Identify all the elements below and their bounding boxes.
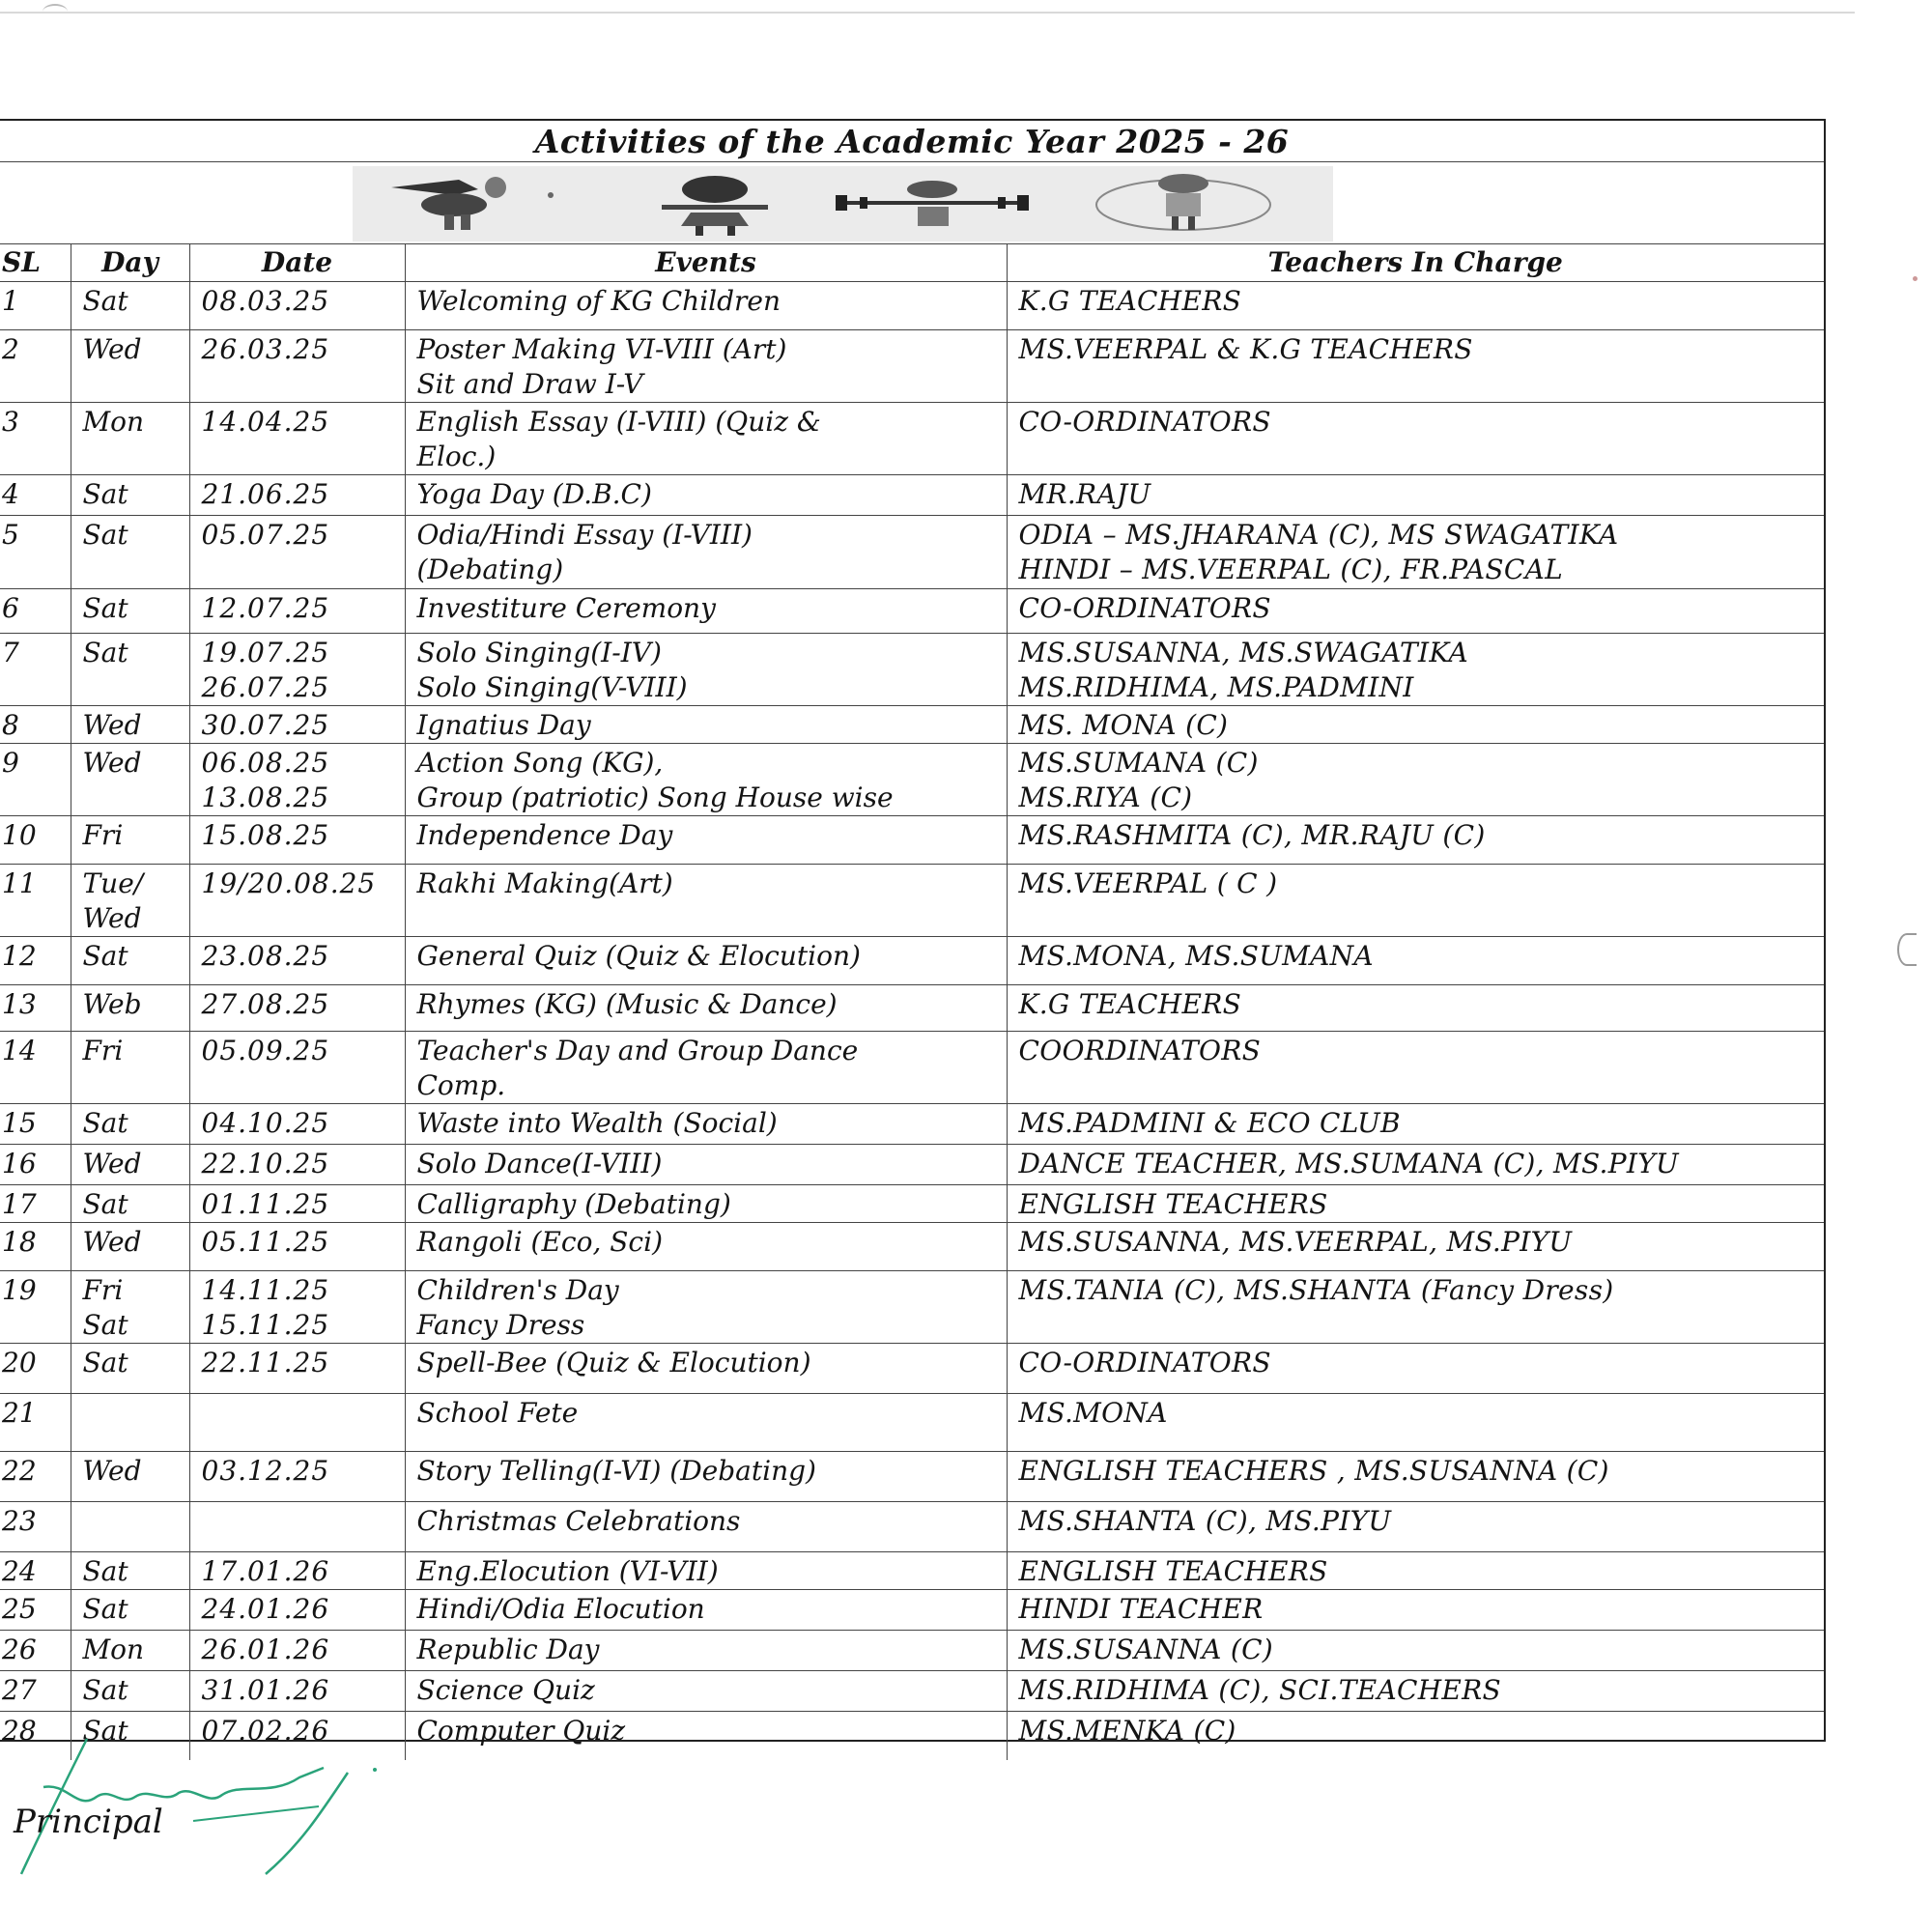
cell-day: Mon [71, 1631, 189, 1671]
cell-day: Fri Sat [71, 1271, 189, 1344]
cell-event: Story Telling(I-VI) (Debating) [405, 1452, 1007, 1502]
cell-date: 08.03.25 [189, 282, 405, 330]
cell-day: Sat [71, 589, 189, 634]
table-row [0, 403, 1824, 475]
column-header-day: Day [71, 244, 189, 282]
table-row [0, 706, 1824, 744]
cell-sl: 8 [0, 706, 71, 744]
cell-sl: 22 [0, 1452, 71, 1502]
cell-day: Fri [71, 1032, 189, 1104]
cell-sl: 1 [0, 282, 71, 330]
cell-date: 15.08.25 [189, 816, 405, 865]
cell-day: Sat [71, 475, 189, 516]
cell-event: Ignatius Day [405, 706, 1007, 744]
cell-sl: 21 [0, 1394, 71, 1452]
cell-event: Investiture Ceremony [405, 589, 1007, 634]
banner-row [0, 162, 1824, 244]
cell-sl: 23 [0, 1502, 71, 1552]
cell-day: Wed [71, 744, 189, 816]
cell-day: Fri [71, 816, 189, 865]
cell-date: 12.07.25 [189, 589, 405, 634]
cell-teachers: MS.MONA [1007, 1394, 1824, 1452]
cell-teachers: MS.SHANTA (C), MS.PIYU [1007, 1502, 1824, 1552]
cell-event: Eng.Elocution (VI-VII) [405, 1552, 1007, 1590]
cell-sl: 4 [0, 475, 71, 516]
cell-sl: 14 [0, 1032, 71, 1104]
cell-sl: 18 [0, 1223, 71, 1271]
table-row [0, 985, 1824, 1032]
cell-event: Action Song (KG), Group (patriotic) Song House wise [405, 744, 1007, 816]
cell-day [71, 1502, 189, 1552]
cell-event: Science Quiz [405, 1671, 1007, 1712]
cell-day: Sat [71, 1104, 189, 1145]
cell-teachers: MS.RASHMITA (C), MR.RAJU (C) [1007, 816, 1824, 865]
column-header-sl: SL [2, 246, 41, 278]
cell-event: Christmas Celebrations [405, 1502, 1007, 1552]
table-row [0, 1552, 1824, 1590]
cell-sl: 10 [0, 816, 71, 865]
cell-event: Solo Dance(I-VIII) [405, 1145, 1007, 1185]
cell-date: 04.10.25 [189, 1104, 405, 1145]
cell-day: Wed [71, 330, 189, 403]
cell-date: 05.09.25 [189, 1032, 405, 1104]
cell-sl: 11 [0, 865, 71, 937]
scan-mark-right [1897, 933, 1917, 966]
cell-date: 05.11.25 [189, 1223, 405, 1271]
table-header-row [0, 244, 1824, 282]
cell-event: Republic Day [405, 1631, 1007, 1671]
cell-day: Wed [71, 706, 189, 744]
cell-day: Web [71, 985, 189, 1032]
cell-date: 24.01.26 [189, 1590, 405, 1631]
cell-teachers: K.G TEACHERS [1007, 985, 1824, 1032]
cell-day: Sat [71, 1590, 189, 1631]
table-row [0, 1394, 1824, 1452]
cell-date: 22.10.25 [189, 1145, 405, 1185]
cell-sl: 19 [0, 1271, 71, 1344]
cell-sl: 13 [0, 985, 71, 1032]
cell-date: 22.11.25 [189, 1344, 405, 1394]
cell-event: English Essay (I-VIII) (Quiz & Eloc.) [405, 403, 1007, 475]
table-row [0, 1271, 1824, 1344]
cell-teachers: MS.PADMINI & ECO CLUB [1007, 1104, 1824, 1145]
cell-teachers: COORDINATORS [1007, 1032, 1824, 1104]
cell-event: Independence Day [405, 816, 1007, 865]
column-header-events: Events [405, 244, 1007, 282]
column-header-teachers: Teachers In Charge [1007, 244, 1824, 282]
cell-date: 06.08.25 13.08.25 [189, 744, 405, 816]
cell-date: 01.11.25 [189, 1185, 405, 1223]
cell-sl: 12 [0, 937, 71, 985]
cell-teachers: MS.MENKA (C) [1007, 1712, 1824, 1760]
child-weightlifting-icon [836, 181, 1029, 226]
cell-day: Sat [71, 1344, 189, 1394]
cell-teachers: MS.SUSANNA (C) [1007, 1631, 1824, 1671]
cell-day: Wed [71, 1452, 189, 1502]
cell-teachers: MS.MONA, MS.SUMANA [1007, 937, 1824, 985]
table-row [0, 1145, 1824, 1185]
document-title: Activities of the Academic Year 2025 - 26 [0, 121, 1824, 162]
cell-date: 26.03.25 [189, 330, 405, 403]
cell-day: Sat [71, 1671, 189, 1712]
sports-banner [353, 166, 1333, 242]
cell-sl: 26 [0, 1631, 71, 1671]
table-row [0, 634, 1824, 706]
table-row [0, 1631, 1824, 1671]
cell-teachers: ODIA – MS.JHARANA (C), MS SWAGATIKA HINDI – MS.VEERPAL (C), FR.PASCAL [1007, 516, 1824, 589]
cell-date: 27.08.25 [189, 985, 405, 1032]
cell-teachers: CO-ORDINATORS [1007, 403, 1824, 475]
cell-teachers: MS.RIDHIMA (C), SCI.TEACHERS [1007, 1671, 1824, 1712]
cell-sl: 28 [0, 1712, 71, 1760]
cell-day: Sat [71, 937, 189, 985]
cell-teachers: CO-ORDINATORS [1007, 1344, 1824, 1394]
child-basketball-icon [391, 177, 554, 230]
table-row [0, 1502, 1824, 1552]
cell-teachers: CO-ORDINATORS [1007, 589, 1824, 634]
cell-event: Welcoming of KG Children [405, 282, 1007, 330]
cell-date: 03.12.25 [189, 1452, 405, 1502]
cell-teachers: MR.RAJU [1007, 475, 1824, 516]
cell-sl: 16 [0, 1145, 71, 1185]
cell-date: 21.06.25 [189, 475, 405, 516]
cell-event: Hindi/Odia Elocution [405, 1590, 1007, 1631]
cell-sl: 5 [0, 516, 71, 589]
cell-event: Odia/Hindi Essay (I-VIII) (Debating) [405, 516, 1007, 589]
cell-sl: 2 [0, 330, 71, 403]
table-row [0, 282, 1824, 330]
cell-sl: 17 [0, 1185, 71, 1223]
cell-teachers: MS.VEERPAL ( C ) [1007, 865, 1824, 937]
table-row [0, 330, 1824, 403]
cell-event: Teacher's Day and Group Dance Comp. [405, 1032, 1007, 1104]
table-row [0, 865, 1824, 937]
cell-day: Wed [71, 1223, 189, 1271]
table-row [0, 475, 1824, 516]
cell-date: 31.01.26 [189, 1671, 405, 1712]
cell-teachers: MS.SUSANNA, MS.VEERPAL, MS.PIYU [1007, 1223, 1824, 1271]
scan-edge-line [0, 12, 1855, 14]
cell-date [189, 1502, 405, 1552]
cell-teachers: MS.TANIA (C), MS.SHANTA (Fancy Dress) [1007, 1271, 1824, 1344]
cell-date: 23.08.25 [189, 937, 405, 985]
cell-event: Rangoli (Eco, Sci) [405, 1223, 1007, 1271]
cell-event: Poster Making VI-VIII (Art) Sit and Draw I-V [405, 330, 1007, 403]
cell-sl: 6 [0, 589, 71, 634]
cell-day: Tue/ Wed [71, 865, 189, 937]
column-header-date: Date [189, 244, 405, 282]
cell-day: Sat [71, 282, 189, 330]
cell-day: Sat [71, 1712, 189, 1760]
cell-date: 26.01.26 [189, 1631, 405, 1671]
cell-date [189, 1394, 405, 1452]
cell-teachers: ENGLISH TEACHERS [1007, 1552, 1824, 1590]
scan-speck [1913, 276, 1918, 281]
cell-event: General Quiz (Quiz & Elocution) [405, 937, 1007, 985]
table-row [0, 1185, 1824, 1223]
cell-day: Sat [71, 516, 189, 589]
cell-teachers: MS.VEERPAL & K.G TEACHERS [1007, 330, 1824, 403]
cell-teachers: MS. MONA (C) [1007, 706, 1824, 744]
cell-event: Children's Day Fancy Dress [405, 1271, 1007, 1344]
cell-date: 17.01.26 [189, 1552, 405, 1590]
cell-day: Sat [71, 1185, 189, 1223]
table-row [0, 744, 1824, 816]
table-row [0, 1223, 1824, 1271]
cell-sl: 24 [0, 1552, 71, 1590]
cell-teachers: DANCE TEACHER, MS.SUMANA (C), MS.PIYU [1007, 1145, 1824, 1185]
cell-date: 05.07.25 [189, 516, 405, 589]
cell-day: Sat [71, 634, 189, 706]
cell-sl: 9 [0, 744, 71, 816]
scan-mark [43, 4, 68, 19]
table-body [0, 282, 1824, 1760]
cell-date: 19.07.25 26.07.25 [189, 634, 405, 706]
cell-event: Yoga Day (D.B.C) [405, 475, 1007, 516]
cell-sl: 25 [0, 1590, 71, 1631]
cell-teachers: MS.SUMANA (C) MS.RIYA (C) [1007, 744, 1824, 816]
cell-sl: 27 [0, 1671, 71, 1712]
cell-day: Wed [71, 1145, 189, 1185]
cell-teachers: HINDI TEACHER [1007, 1590, 1824, 1631]
cell-teachers: MS.SUSANNA, MS.SWAGATIKA MS.RIDHIMA, MS.PADMINI [1007, 634, 1824, 706]
cell-teachers: ENGLISH TEACHERS , MS.SUSANNA (C) [1007, 1452, 1824, 1502]
cell-event: Computer Quiz [405, 1712, 1007, 1760]
cell-sl: 20 [0, 1344, 71, 1394]
cell-day [71, 1394, 189, 1452]
activities-table [0, 244, 1824, 1760]
signatory-label: Principal [14, 1803, 163, 1841]
child-skipping-rope-icon [1096, 174, 1270, 230]
child-tug-of-war-icon [662, 176, 768, 236]
cell-event: Solo Singing(I-IV) Solo Singing(V-VIII) [405, 634, 1007, 706]
cell-date: 19/20.08.25 [189, 865, 405, 937]
table-row [0, 589, 1824, 634]
cell-teachers: ENGLISH TEACHERS [1007, 1185, 1824, 1223]
cell-sl: 15 [0, 1104, 71, 1145]
cell-sl: 3 [0, 403, 71, 475]
cell-date: 14.11.25 15.11.25 [189, 1271, 405, 1344]
cell-date: 14.04.25 [189, 403, 405, 475]
cell-event: Waste into Wealth (Social) [405, 1104, 1007, 1145]
cell-event: Calligraphy (Debating) [405, 1185, 1007, 1223]
activities-sheet [0, 119, 1826, 1747]
cell-teachers: K.G TEACHERS [1007, 282, 1824, 330]
cell-day: Sat [71, 1552, 189, 1590]
table-row [0, 1104, 1824, 1145]
table-row [0, 516, 1824, 589]
cell-event: Rakhi Making(Art) [405, 865, 1007, 937]
cell-event: Spell-Bee (Quiz & Elocution) [405, 1344, 1007, 1394]
cell-event: School Fete [405, 1394, 1007, 1452]
cell-day: Mon [71, 403, 189, 475]
cell-sl: 7 [0, 634, 71, 706]
table-row [0, 1344, 1824, 1394]
table-row [0, 1590, 1824, 1631]
table-row [0, 1032, 1824, 1104]
cell-date: 07.02.26 [189, 1712, 405, 1760]
table-row [0, 816, 1824, 865]
table-row [0, 1671, 1824, 1712]
table-row [0, 937, 1824, 985]
table-row [0, 1452, 1824, 1502]
cell-event: Rhymes (KG) (Music & Dance) [405, 985, 1007, 1032]
cell-date: 30.07.25 [189, 706, 405, 744]
